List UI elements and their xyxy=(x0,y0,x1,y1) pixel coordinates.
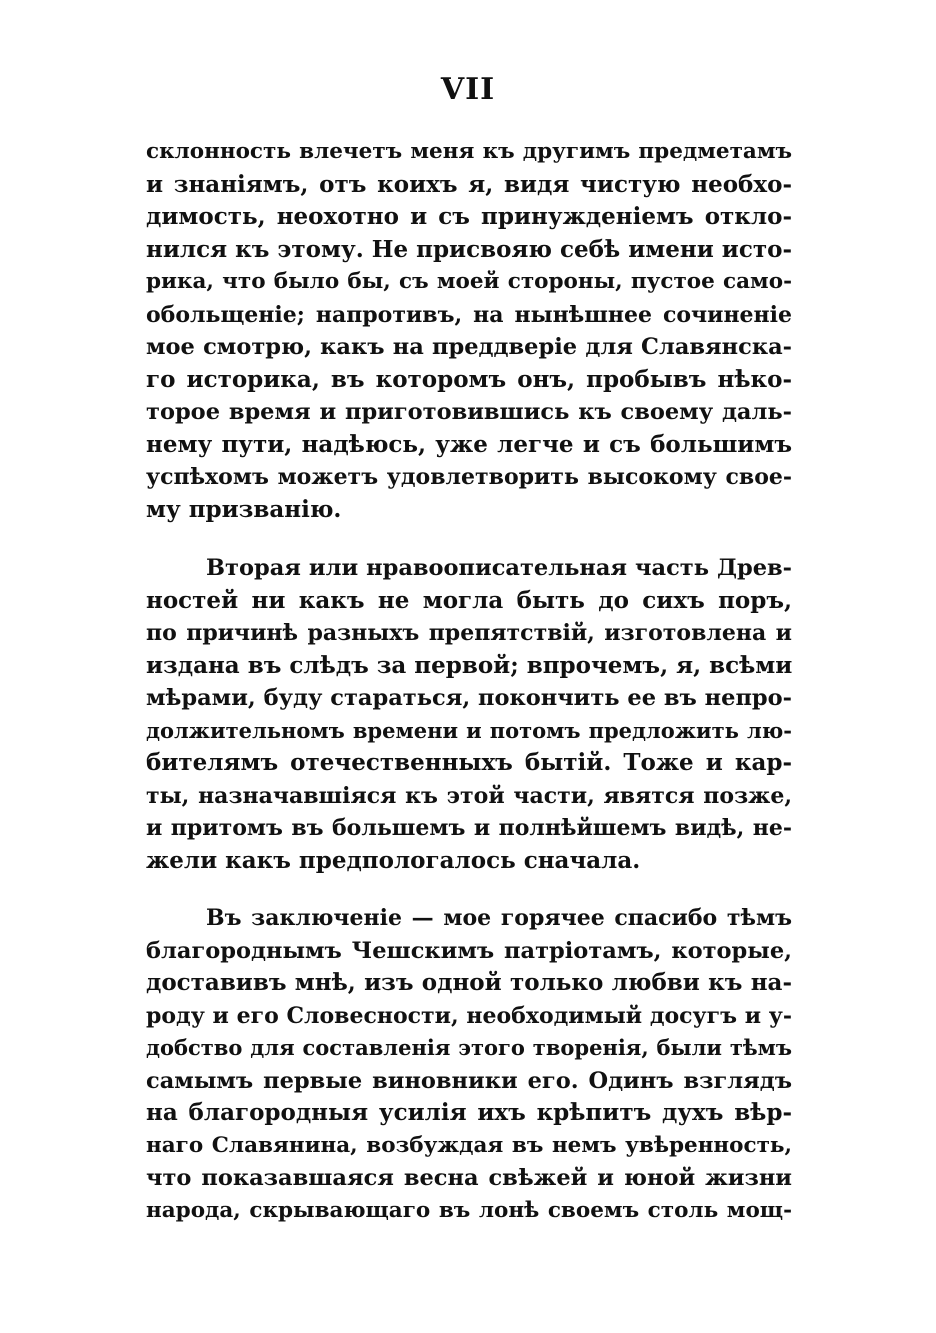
text-line: рика, что было бы, съ моей стороны, пустое само- xyxy=(146,269,792,294)
text-line: димость, неохотно и съ принужденіемъ откло- xyxy=(146,203,792,230)
text-line: на благородныя усилія ихъ крѣпитъ духъ вѣр- xyxy=(146,1099,792,1126)
text-line: народа, скрывающаго въ лонѣ своемъ столь мощ- xyxy=(146,1197,792,1223)
text-line: добство для составленія этого творенія, были тѣмъ xyxy=(146,1035,792,1060)
text-line: должительномъ времени и потомъ предложить лю- xyxy=(146,717,792,743)
paragraph-1 xyxy=(146,136,792,526)
text-line: ностей ни какъ не могла быть до сихъ поръ, xyxy=(146,586,792,614)
text-line: издана въ слѣдъ за первой; впрочемъ, я, всѣми xyxy=(146,651,792,679)
text-line: благороднымъ Чешскимъ патріотамъ, которые, xyxy=(146,937,792,964)
text-line: что показавшаяся весна свѣжей и юной жизни xyxy=(146,1165,792,1191)
text-line: го историка, въ которомъ онъ, пробывъ нѣко- xyxy=(146,365,792,393)
text-line: по причинѣ разныхъ препятствій, изготовлена и xyxy=(146,620,792,646)
text-line: нился къ этому. Не присвояю себѣ имени исто- xyxy=(146,235,792,263)
text-line: склонность влечетъ меня къ другимъ предметамъ xyxy=(146,139,792,164)
paragraph-3 xyxy=(146,902,792,1227)
text-line: и притомъ въ большемъ и полнѣйшемъ видѣ, не- xyxy=(146,815,792,841)
text-line: мое смотрю, какъ на преддверіе для Славянска- xyxy=(146,334,792,360)
text-line: наго Славянина, возбуждая въ немъ увѣренность, xyxy=(146,1132,792,1158)
paragraph-2 xyxy=(146,552,792,877)
text-line: нему пути, надѣюсь, уже легче и съ большимъ xyxy=(146,430,792,458)
text-line: доставивъ мнѣ, изъ одной только любви къ на- xyxy=(146,969,792,996)
text-line: жели какъ предпологалось сначала. xyxy=(146,846,641,874)
text-line: самымъ первые виновники его. Одинъ взглядъ xyxy=(146,1067,792,1094)
text-line: успѣхомъ можетъ удовлетворить высокому свое- xyxy=(146,464,792,490)
text-line: обольщеніе; напротивъ, на нынѣшнее сочиненіе xyxy=(146,301,792,328)
text-line: мѣрами, буду стараться, покончить ее въ непро- xyxy=(146,685,792,711)
text-line: Въ заключеніе — мое горячее спасибо тѣмъ xyxy=(206,905,792,931)
text-line: роду и его Словесности, необходимый досугъ и у- xyxy=(146,1002,792,1029)
text-line: и знаніямъ, отъ коихъ я, видя чистую необхо- xyxy=(146,170,792,198)
page-number: VII xyxy=(440,72,496,107)
text-line: му призванію. xyxy=(146,495,342,523)
text-line: Вторая или нравоописательная часть Древ- xyxy=(206,555,792,581)
text-line: бителямъ отечественныхъ бытій. Тоже и кар- xyxy=(146,749,792,776)
text-line: ты, назначавшіяся къ этой части, явятся позже, xyxy=(146,782,792,809)
text-line: торое время и приготовившись къ своему даль- xyxy=(146,399,792,425)
